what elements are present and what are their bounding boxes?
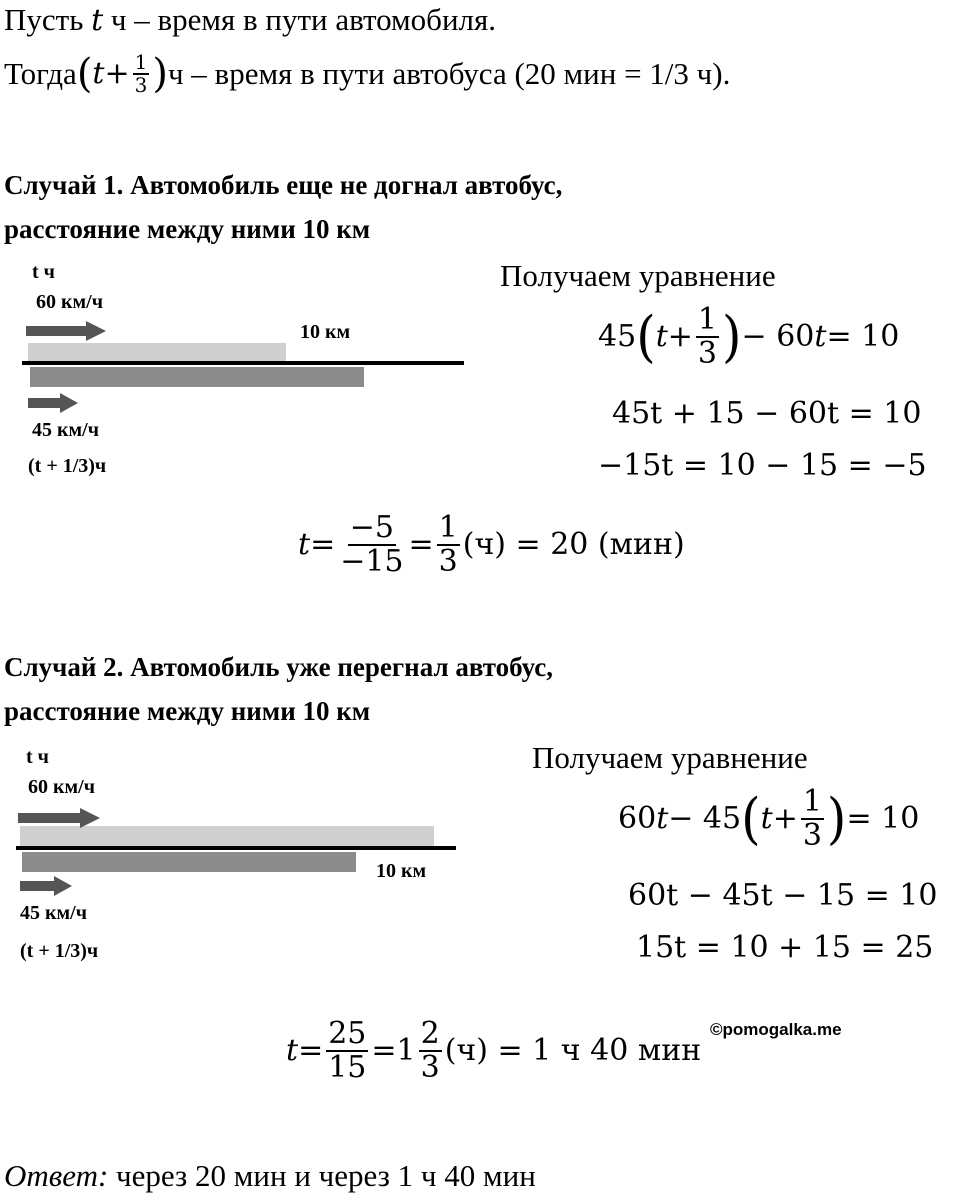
result-tail: (ч) = 20 (мин) [462, 527, 685, 562]
case1-result [298, 512, 685, 577]
case1-equation-1: 45 ( t + $\frac{1}{3}$ ) − 60 t = 10 [598, 302, 900, 371]
fraction-denominator: 3 [438, 543, 458, 579]
minus-term: − 45 [668, 801, 742, 836]
result-tail: (ч) = 1 ч 40 мин [444, 1033, 702, 1068]
answer-label: Ответ: [4, 1158, 109, 1193]
case1-car-speed: 60 км/ч [36, 291, 103, 313]
car-arrow-icon [26, 321, 106, 341]
fraction-denominator: 3 [802, 817, 822, 853]
bus-time-expression: ( t + $\frac{1}{3}$ ) [76, 50, 168, 97]
case2-equation-3: 15t = 10 + 15 = 25 [636, 930, 934, 965]
equals-sign: = [408, 527, 434, 562]
fraction-denominator: 3 [420, 1049, 440, 1085]
intro-text: ч – время в пути автобуса (20 мин = 1/3 ч). [167, 56, 731, 91]
case1-heading-line-1: Случай 1. Автомобиль еще не догнал автобус, [4, 170, 563, 200]
variable-t: t [656, 801, 669, 836]
case1-bus-time: (t + 1/3)ч [28, 455, 107, 477]
right-hand-side: = 10 [846, 801, 920, 836]
equals-sign: = [371, 1033, 397, 1068]
answer-text: через 20 мин и через 1 ч 40 мин [108, 1158, 536, 1193]
minus-term: − 60 [741, 319, 815, 354]
variable-t: t [91, 3, 104, 38]
car-distance-bar [28, 343, 286, 363]
variable-t: t [286, 1033, 299, 1068]
case1-car-time: t ч [32, 261, 55, 283]
coefficient: 60 [618, 801, 657, 836]
intro-line-2 [4, 52, 730, 96]
case1-heading-line-2: расстояние между ними 10 км [4, 214, 371, 244]
variable-t: t [298, 527, 311, 562]
bus-distance-bar [30, 367, 364, 387]
answer-line [4, 1158, 536, 1194]
case2-heading-line-1: Случай 2. Автомобиль уже перегнал автобус, [4, 652, 554, 682]
case2-equation-1: 60 t − 45 ( t + $\frac{1}{3}$ ) = 10 [618, 784, 920, 853]
case2-bus-speed: 45 км/ч [20, 902, 87, 924]
case1-equation-3: −15t = 10 − 15 = −5 [598, 448, 927, 483]
intro-line-1 [4, 2, 496, 39]
mixed-number-whole: 1 [396, 1033, 416, 1068]
fraction-denominator: 3 [134, 73, 148, 97]
car-arrow-icon [18, 808, 100, 828]
fraction-numerator: 1 [802, 784, 822, 819]
car-distance-bar [20, 826, 434, 846]
fraction-numerator: 1 [438, 510, 458, 545]
bus-arrow-icon [28, 393, 78, 413]
fraction-denominator: 15 [328, 1049, 367, 1085]
case1-diagram-graphic [0, 255, 480, 485]
bus-distance-bar [22, 852, 356, 872]
case2-diagram-graphic [0, 738, 480, 968]
plus-sign: + [667, 319, 693, 354]
case1-equation-title: Получаем уравнение [500, 258, 776, 293]
case2-distance-label: 10 км [376, 860, 427, 882]
fraction-denominator: 3 [697, 335, 717, 371]
case1-equation-2: 45t + 15 − 60t = 10 [612, 396, 922, 431]
case1-diagram [0, 255, 480, 485]
case1-distance-label: 10 км [300, 321, 351, 343]
equals-sign: = [298, 1033, 324, 1068]
case2-equation-title: Получаем уравнение [532, 740, 808, 775]
case1-bus-speed: 45 км/ч [32, 419, 99, 441]
intro-text: Тогда [4, 56, 77, 91]
intro-text: Пусть [4, 2, 92, 37]
fraction-numerator: 1 [134, 50, 148, 74]
fraction-numerator: 25 [328, 1016, 367, 1051]
fraction-denominator: −15 [340, 543, 404, 579]
case2-result [286, 1018, 701, 1083]
watermark: ©pomogalka.me [710, 1020, 842, 1039]
fraction-numerator: 2 [420, 1016, 440, 1051]
case2-heading-line-2: расстояние между ними 10 км [4, 696, 371, 726]
right-hand-side: = 10 [826, 319, 900, 354]
plus-sign: + [104, 56, 130, 91]
case2-bus-time: (t + 1/3)ч [20, 940, 99, 962]
case2-diagram [0, 738, 480, 968]
case2-car-speed: 60 км/ч [28, 776, 95, 798]
variable-t: t [760, 801, 773, 836]
fraction-numerator: 1 [697, 302, 717, 337]
fraction-numerator: −5 [349, 510, 394, 545]
intro-text: ч – время в пути автомобиля. [103, 2, 497, 37]
variable-t: t [655, 319, 668, 354]
coefficient: 45 [598, 319, 637, 354]
plus-sign: + [772, 801, 798, 836]
variable-t: t [92, 56, 105, 91]
variable-t: t [814, 319, 827, 354]
case2-equation-2: 60t − 45t − 15 = 10 [628, 878, 938, 913]
equals-sign: = [310, 527, 336, 562]
case2-car-time: t ч [26, 746, 49, 768]
bus-arrow-icon [20, 876, 72, 896]
